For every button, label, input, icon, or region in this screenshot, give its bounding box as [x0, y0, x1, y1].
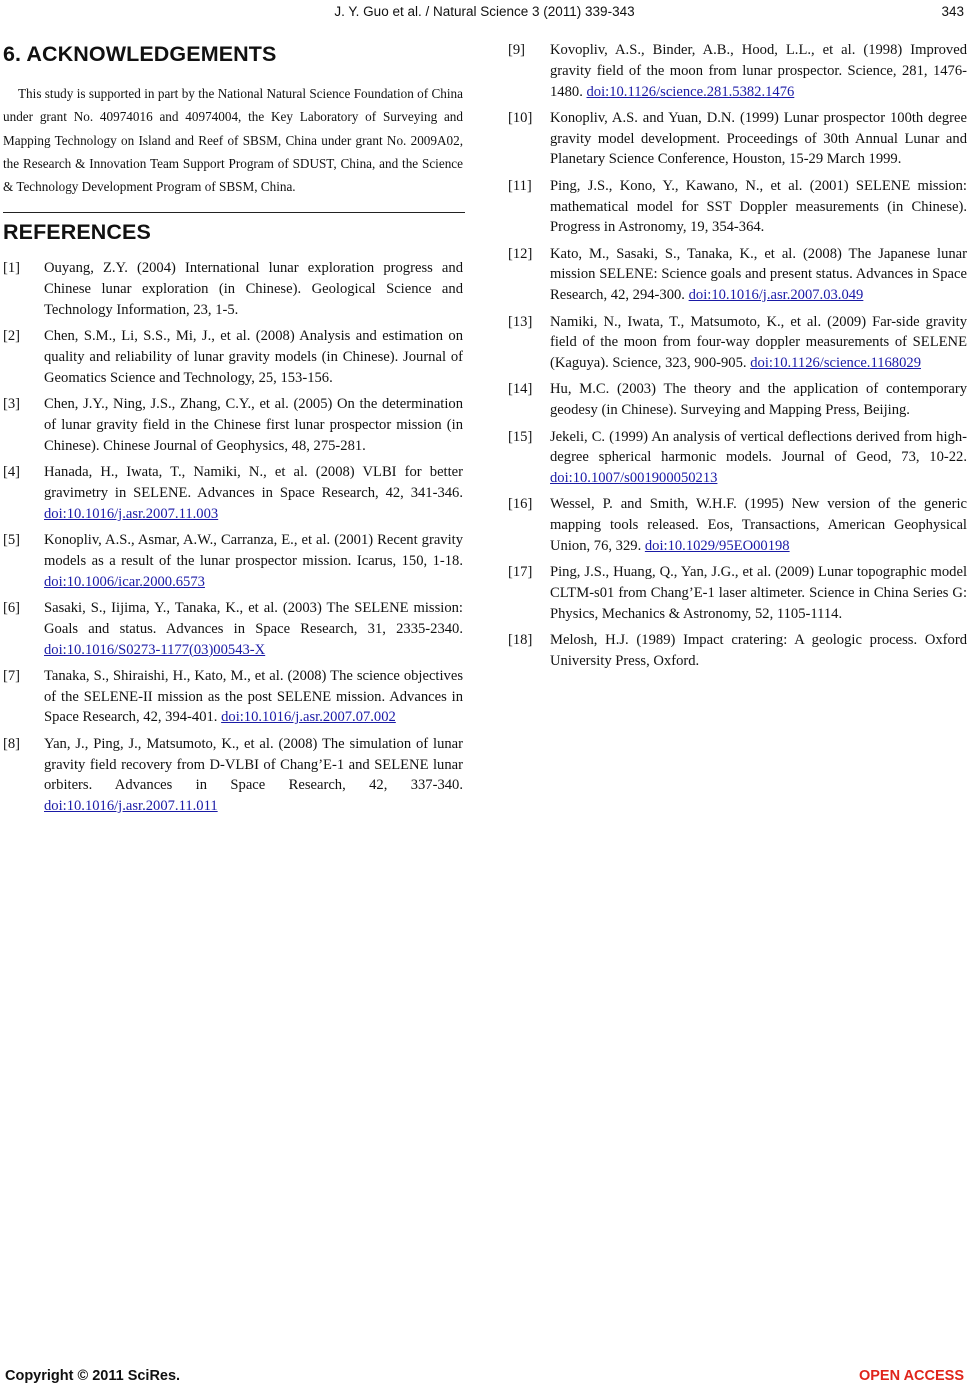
reference-text: Ping, J.S., Huang, Q., Yan, J.G., et al. (2009) Lunar topographic model CLTM-s01 from Chang’E-1 laser altimeter. Science in China Series G: Physics, Mechanics & Astronomy, 52, 1105-1114.	[550, 564, 967, 622]
reference-number: [14]	[508, 381, 533, 398]
reference-item	[3, 394, 463, 456]
page-number: 343	[941, 4, 964, 19]
reference-item	[508, 562, 967, 624]
reference-number: [11]	[508, 177, 532, 194]
reference-item	[508, 494, 967, 556]
reference-text: Yan, J., Ping, J., Matsumoto, K., et al. (2008) The simulation of lunar gravity field recovery from D-VLBI of Chang’E-1 and SELENE lunar orbiters. Advances in Space Research, 42, 337-340.	[44, 735, 463, 794]
reference-item	[3, 258, 463, 320]
reference-item	[3, 462, 463, 524]
reference-text: Namiki, N., Iwata, T., Matsumoto, K., et al. (2009) Far-side gravity field of the moon from four-way doppler measurements of SELENE (Kaguya). Science, 323, 900-905.	[550, 313, 967, 372]
reference-item	[508, 427, 967, 489]
reference-item	[508, 630, 967, 672]
reference-item	[3, 666, 463, 728]
copyright-notice: Copyright © 2011 SciRes.	[5, 1368, 181, 1384]
reference-number: [12]	[508, 245, 533, 262]
reference-number: [17]	[508, 564, 533, 581]
reference-number: [8]	[3, 735, 21, 752]
reference-text: Konopliv, A.S. and Yuan, D.N. (1999) Lunar prospector 100th degree gravity model development. Proceedings of 30th Annual Lunar and Planetary Science Conference, Houston, 15-29 March 1999.	[550, 109, 967, 168]
reference-item	[3, 326, 463, 388]
reference-item	[3, 598, 463, 660]
reference-list-left	[3, 258, 463, 816]
left-column	[3, 40, 463, 822]
reference-number: [2]	[3, 328, 21, 345]
running-title: J. Y. Guo et al. / Natural Science 3 (2011) 339-343	[334, 4, 635, 19]
acknowledgements-heading: 6. ACKNOWLEDGEMENTS	[3, 42, 277, 66]
reference-number: [7]	[3, 667, 21, 684]
reference-number: [18]	[508, 632, 533, 649]
reference-number: [13]	[508, 313, 533, 330]
reference-text: Ping, J.S., Kono, Y., Kawano, N., et al. (2001) SELENE mission: mathematical model for SST Doppler measurements (in Chinese). Progress in Astronomy, 19, 354-364.	[550, 177, 967, 236]
doi-link[interactable]: doi:10.1029/95EO00198	[644, 538, 790, 555]
reference-list-right	[508, 40, 967, 672]
doi-link[interactable]: doi:10.1126/science.281.5382.1476	[586, 83, 795, 100]
doi-link[interactable]: doi:10.1016/S0273-1177(03)00543-X	[44, 641, 266, 658]
reference-text: Sasaki, S., Iijima, Y., Tanaka, K., et al. (2003) The SELENE mission: Goals and status. Advances in Space Research, 31, 2335-2340.	[44, 599, 463, 637]
page-footer	[0, 1368, 969, 1388]
right-column	[508, 40, 967, 677]
doi-link[interactable]: doi:10.1126/science.1168029	[750, 355, 921, 372]
running-header	[0, 4, 969, 24]
reference-text: Kato, M., Sasaki, S., Tanaka, K., et al. (2008) The Japanese lunar mission SELENE: Science goals and present status. Advances in Space Research, 42, 294-300.	[550, 245, 967, 304]
reference-number: [4]	[3, 464, 21, 481]
reference-text: Melosh, H.J. (1989) Impact cratering: A geologic process. Oxford University Press, Oxford.	[550, 632, 967, 670]
reference-item	[508, 108, 967, 170]
reference-number: [5]	[3, 532, 21, 549]
reference-text: Tanaka, S., Shiraishi, H., Kato, M., et al. (2008) The science objectives of the SELENE-II mission as the post SELENE mission. Advances in Space Research, 42, 394-401.	[44, 667, 463, 726]
reference-text: Chen, J.Y., Ning, J.S., Zhang, C.Y., et al. (2005) On the determination of lunar gravity field in the Chinese first lunar prospector mission (in Chinese). Chinese Journal of Geophysics, 48, 275-281.	[44, 396, 463, 454]
reference-item	[508, 40, 967, 102]
reference-item	[508, 379, 967, 421]
doi-link[interactable]: doi:10.1016/j.asr.2007.03.049	[688, 287, 864, 304]
reference-text: Kovopliv, A.S., Binder, A.B., Hood, L.L., et al. (1998) Improved gravity field of the moon from lunar prospector. Science, 281, 1476-1480.	[550, 42, 967, 100]
reference-item	[3, 734, 463, 817]
reference-number: [6]	[3, 599, 21, 616]
reference-item	[508, 244, 967, 306]
reference-item	[508, 312, 967, 374]
doi-link[interactable]: doi:10.1007/s001900050213	[550, 470, 718, 487]
section-divider	[3, 212, 465, 213]
reference-item	[508, 176, 967, 238]
doi-link[interactable]: doi:10.1016/j.asr.2007.11.011	[44, 798, 218, 815]
reference-number: [16]	[508, 496, 533, 513]
doi-link[interactable]: doi:10.1006/icar.2000.6573	[44, 573, 205, 590]
reference-number: [3]	[3, 396, 21, 413]
reference-number: [9]	[508, 42, 526, 58]
reference-text: Konopliv, A.S., Asmar, A.W., Carranza, E., et al. (2001) Recent gravity models as a result of the lunar prospector mission. Icarus, 150, 1-18.	[44, 532, 463, 569]
reference-text: Hanada, H., Iwata, T., Namiki, N., et al. (2008) VLBI for better gravimetry in SELENE. Advances in Space Research, 42, 341-346.	[44, 464, 463, 501]
doi-link[interactable]: doi:10.1016/j.asr.2007.11.003	[44, 505, 219, 522]
reference-text: Chen, S.M., Li, S.S., Mi, J., et al. (2008) Analysis and estimation on quality and reliability of lunar gravity models (in Chinese). Journal of Geomatics Science and Technology, 25, 153-156.	[44, 328, 463, 386]
doi-link[interactable]: doi:10.1016/j.asr.2007.07.002	[221, 709, 396, 726]
reference-number: [15]	[508, 428, 533, 445]
reference-number: [1]	[3, 260, 21, 277]
reference-text: Jekeli, C. (1999) An analysis of vertical deflections derived from high-degree spherical harmonic models. Journal of Geod, 73, 10-22.	[550, 428, 967, 466]
references-heading: REFERENCES	[3, 220, 151, 245]
reference-text: Wessel, P. and Smith, W.H.F. (1995) New version of the generic mapping tools released. Eos, Transactions, American Geophysical Union, 76, 329.	[550, 496, 967, 555]
reference-number: [10]	[508, 109, 533, 126]
reference-item	[3, 530, 463, 592]
reference-text: Hu, M.C. (2003) The theory and the application of contemporary geodesy (in Chinese). Surveying and Mapping Press, Beijing.	[550, 381, 967, 419]
open-access-label: OPEN ACCESS	[858, 1368, 964, 1384]
acknowledgements-text: This study is supported in part by the National Natural Science Foundation of China under grant No. 40974016 and 40974004, the Key Laboratory of Surveying and Mapping Technology on Island and Reef of SBSM, China under grant No. 2009A02, the Research & Innovation Team Support Program of SDUST, China, and the Science & Technology Development Program of SBSM, China.	[3, 86, 463, 195]
reference-text: Ouyang, Z.Y. (2004) International lunar exploration progress and Chinese lunar exploration (in Chinese). Geological Science and Technology Information, 23, 1-5.	[44, 260, 463, 319]
